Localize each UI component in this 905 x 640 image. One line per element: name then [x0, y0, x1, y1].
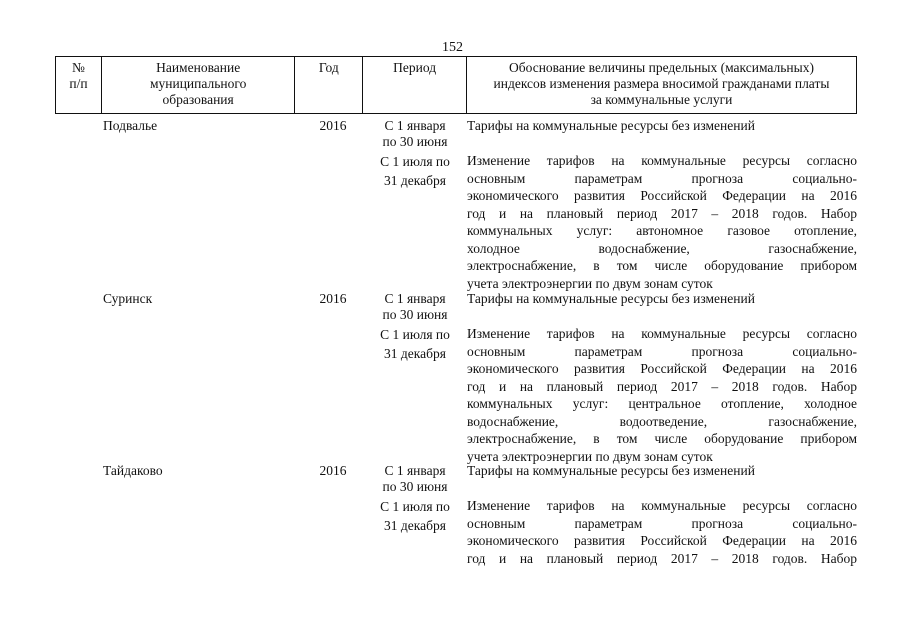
period-line: С 1 января	[384, 291, 446, 306]
period-line: по 30 июня	[382, 307, 448, 322]
header-year	[295, 57, 363, 113]
municipality-name: Тайдаково	[103, 463, 163, 478]
basis-line: Тарифы на коммунальные ресурсы без изменений	[467, 463, 755, 478]
header-basis-line: за коммунальные услуги	[590, 92, 733, 107]
header-number-line: №	[72, 60, 85, 75]
period-cell	[363, 497, 467, 535]
basis-line: основным параметрам прогноза социально-	[467, 343, 857, 359]
header-municipality-line: муниципального	[149, 76, 247, 91]
basis-line: учета электроэнергии по двум зонам суток	[467, 448, 713, 464]
table-header	[55, 56, 857, 114]
header-municipality-line: Наименование	[156, 60, 241, 75]
basis-line: электроснабжение, в том числе оборудование прибором	[467, 431, 857, 446]
period-line: С 1 января	[384, 463, 446, 478]
period-line: С 1 июля по	[380, 154, 450, 169]
basis-line: коммунальных услуг: автономное газовое отопление,	[467, 223, 857, 238]
year-cell: 2016	[319, 291, 347, 306]
header-basis-line: индексов изменения размера вносимой гражданами платы	[493, 76, 830, 91]
period-cell	[363, 152, 467, 190]
basis-cell	[467, 152, 857, 292]
period-line: С 1 января	[384, 118, 446, 133]
header-basis-line: Обоснование величины предельных (максимальных)	[509, 60, 814, 75]
basis-line: Тарифы на коммунальные ресурсы без изменений	[467, 291, 755, 306]
period-line: по 30 июня	[382, 134, 448, 149]
basis-line: коммунальных услуг: центральное отопление, холодное	[467, 396, 857, 411]
period-cell	[363, 463, 467, 495]
period-line: 31 декабря	[384, 518, 446, 533]
basis-line: водоснабжение, водоотведение, газоснабжение,	[467, 413, 857, 429]
basis-cell	[467, 325, 857, 465]
header-period	[363, 57, 467, 113]
header-municipality	[102, 57, 296, 113]
period-line: 31 декабря	[384, 346, 446, 361]
municipality-name: Суринск	[103, 291, 153, 306]
basis-line: год и на плановый период 2017 – 2018 годов. Набор	[467, 550, 857, 566]
period-line: С 1 июля по	[380, 327, 450, 342]
header-basis	[467, 57, 856, 113]
basis-cell	[467, 118, 857, 134]
basis-cell	[467, 497, 857, 567]
basis-cell	[467, 463, 857, 479]
period-line: 31 декабря	[384, 173, 446, 188]
basis-cell	[467, 291, 857, 307]
basis-line: экономического развития Российской Федерации на 2016	[467, 361, 857, 376]
period-cell	[363, 118, 467, 150]
year-cell: 2016	[319, 118, 347, 133]
header-number-line: п/п	[69, 76, 88, 91]
basis-line: Изменение тарифов на коммунальные ресурсы согласно	[467, 153, 857, 168]
basis-line: год и на плановый период 2017 – 2018 годов. Набор	[467, 205, 857, 221]
header-year-text: Год	[318, 60, 339, 75]
basis-line: экономического развития Российской Федерации на 2016	[467, 188, 857, 203]
year-cell: 2016	[319, 463, 347, 478]
period-line: по 30 июня	[382, 479, 448, 494]
municipality-name: Подвалье	[103, 118, 158, 133]
basis-line: Изменение тарифов на коммунальные ресурсы согласно	[467, 326, 857, 341]
period-cell	[363, 291, 467, 323]
period-line: С 1 июля по	[380, 499, 450, 514]
basis-line: основным параметрам прогноза социально-	[467, 515, 857, 531]
basis-line: экономического развития Российской Федерации на 2016	[467, 533, 857, 548]
basis-line: электроснабжение, в том числе оборудование прибором	[467, 258, 857, 273]
basis-line: Тарифы на коммунальные ресурсы без изменений	[467, 118, 755, 133]
basis-line: холодное водоснабжение, газоснабжение,	[467, 240, 857, 256]
basis-line: Изменение тарифов на коммунальные ресурсы согласно	[467, 498, 857, 513]
page-number: 152	[442, 40, 463, 55]
header-municipality-line: образования	[162, 92, 234, 107]
basis-line: год и на плановый период 2017 – 2018 годов. Набор	[467, 378, 857, 394]
basis-line: учета электроэнергии по двум зонам суток	[467, 275, 713, 291]
period-cell	[363, 325, 467, 363]
header-number	[56, 57, 102, 113]
header-period-text: Период	[393, 60, 437, 75]
basis-line: основным параметрам прогноза социально-	[467, 170, 857, 186]
